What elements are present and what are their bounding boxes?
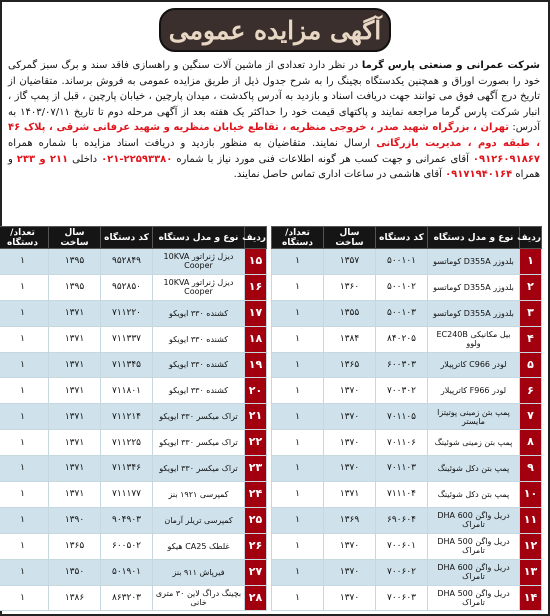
table-row	[272, 533, 542, 559]
row-number-cell: ۱۷	[245, 300, 267, 326]
row-number-cell: ۷	[520, 404, 542, 430]
table-row	[0, 430, 267, 456]
device-code-cell: ۷۱۱۲۲۰	[101, 300, 153, 326]
device-code-cell: ۹۵۲۸۵۰	[101, 274, 153, 300]
header-build-year: سال ساخت	[49, 227, 101, 249]
device-name-cell: کشنده ۳۳۰ ایویکو	[153, 300, 245, 326]
device-name-cell: دیزل ژنراتور 10KVA Cooper	[153, 274, 245, 300]
count-cell: ۱	[0, 274, 49, 300]
header-device-code: کد دستگاه	[101, 227, 153, 249]
body-part-6: آقای هاشمی در ساعات اداری تماس حاصل نمایند.	[233, 169, 446, 181]
build-year-cell: ۱۳۶۵	[49, 533, 101, 559]
device-name-cell: بلدوزر D355A کوماتسو	[428, 249, 520, 275]
device-name-cell: تراک میکسر ۳۳۰ ایویکو	[153, 430, 245, 456]
table-row	[272, 378, 542, 404]
table-row	[0, 482, 267, 508]
row-number-cell: ۱۱	[520, 507, 542, 533]
build-year-cell: ۱۳۷۱	[49, 456, 101, 482]
device-name-cell: دریل واگن DHA 500 تامراک	[428, 533, 520, 559]
count-cell: ۱	[272, 430, 324, 456]
device-name-cell: بیل مکانیکی EC240B ولوو	[428, 326, 520, 352]
table-row	[272, 559, 542, 585]
row-number-cell: ۱۰	[520, 482, 542, 508]
count-cell: ۱	[272, 326, 324, 352]
table-row	[272, 404, 542, 430]
build-year-cell: ۱۳۷۰	[324, 585, 376, 611]
build-year-cell: ۱۳۵۵	[324, 300, 376, 326]
count-cell: ۱	[272, 274, 324, 300]
count-cell: ۱	[272, 533, 324, 559]
table-row	[0, 326, 267, 352]
device-name-cell: پمپ بتن زمینی پوتیتزا مایستر	[428, 404, 520, 430]
row-number-cell: ۱	[520, 249, 542, 275]
count-cell: ۱	[0, 559, 49, 585]
row-number-cell: ۱۲	[520, 533, 542, 559]
device-code-cell: ۷۱۱۳۴۵	[101, 352, 153, 378]
table-row	[0, 378, 267, 404]
device-code-cell: ۷۱۱۳۴۶	[101, 456, 153, 482]
count-cell: ۱	[0, 300, 49, 326]
build-year-cell: ۱۳۹۵	[49, 274, 101, 300]
build-year-cell: ۱۳۷۰	[324, 378, 376, 404]
table-row	[272, 249, 542, 275]
device-name-cell: بچینگ دراگ لاین ۳۰ متری خانی	[153, 585, 245, 611]
row-number-cell: ۱۵	[245, 249, 267, 275]
table-row	[0, 533, 267, 559]
count-cell: ۱	[272, 507, 324, 533]
build-year-cell: ۱۳۶۵	[324, 352, 376, 378]
device-code-cell: ۷۰۰۶۰۳	[376, 585, 428, 611]
device-code-cell: ۷۱۱۱۰۴	[376, 482, 428, 508]
delivery-address: تهران ، بزرگراه شهید صدر ، خروجی منظریه ، تقاطع خیابان منظریه و شهید عرفانی شرقی ، پلاک ۴۶ ، طبقه دوم ، مدیریت بازرگانی	[8, 122, 540, 149]
row-number-cell: ۲۰	[245, 378, 267, 404]
table-row	[0, 249, 267, 275]
header-row-number: ردیف	[245, 227, 267, 249]
row-number-cell: ۲۷	[245, 559, 267, 585]
build-year-cell: ۱۳۵۷	[324, 249, 376, 275]
build-year-cell: ۱۳۷۰	[324, 533, 376, 559]
phone-extension: ۲۱۱ و ۲۳۳	[16, 153, 69, 165]
build-year-cell: ۱۳۹۰	[49, 507, 101, 533]
device-code-cell: ۷۱۱۸۰۱	[101, 378, 153, 404]
build-year-cell: ۱۳۷۱	[49, 482, 101, 508]
device-name-cell: کشنده ۳۳۰ ایویکو	[153, 326, 245, 352]
body-part-3: آقای عمرانی و جهت کسب هر گونه اطلاعات فنی مورد نیاز با شماره	[172, 153, 473, 165]
table-row	[0, 559, 267, 585]
count-cell: ۱	[0, 352, 49, 378]
body-part-4: داخلی	[68, 153, 102, 165]
table-row	[0, 585, 267, 611]
table-row	[272, 507, 542, 533]
device-code-cell: ۸۶۳۲۰۳	[101, 585, 153, 611]
table-row	[0, 352, 267, 378]
equipment-table-right	[271, 226, 542, 611]
build-year-cell: ۱۳۶۹	[324, 507, 376, 533]
build-year-cell: ۱۳۷۰	[324, 430, 376, 456]
row-number-cell: ۲۱	[245, 404, 267, 430]
table-header-row	[0, 227, 267, 249]
table-row	[272, 274, 542, 300]
device-code-cell: ۶۹۰۶۰۴	[376, 507, 428, 533]
row-number-cell: ۶	[520, 378, 542, 404]
count-cell: ۱	[272, 482, 324, 508]
row-number-cell: ۲۶	[245, 533, 267, 559]
build-year-cell: ۱۳۷۱	[49, 300, 101, 326]
count-cell: ۱	[272, 456, 324, 482]
row-number-cell: ۲۵	[245, 507, 267, 533]
table-row	[0, 507, 267, 533]
header-device-name: نوع و مدل دستگاه	[153, 227, 245, 249]
count-cell: ۱	[272, 585, 324, 611]
build-year-cell: ۱۳۸۴	[324, 326, 376, 352]
device-code-cell: ۷۰۱۱۰۵	[376, 404, 428, 430]
table-row	[0, 404, 267, 430]
row-number-cell: ۸	[520, 430, 542, 456]
count-cell: ۱	[272, 352, 324, 378]
table-row	[0, 300, 267, 326]
table-row	[272, 326, 542, 352]
device-code-cell: ۶۰۰۳۰۳	[376, 352, 428, 378]
device-name-cell: پمپ بتن دکل شوئینگ	[428, 456, 520, 482]
table-header-row	[272, 227, 542, 249]
device-name-cell: لودر C966 کاترپیلار	[428, 352, 520, 378]
header-count: تعداد/دستگاه	[0, 227, 49, 249]
header-row-number: ردیف	[520, 227, 542, 249]
row-number-cell: ۱۹	[245, 352, 267, 378]
device-name-cell: کشنده ۳۳۰ ایویکو	[153, 352, 245, 378]
device-code-cell: ۵۰۰۱۰۲	[376, 274, 428, 300]
device-code-cell: ۵۰۰۱۰۳	[376, 300, 428, 326]
row-number-cell: ۲۳	[245, 456, 267, 482]
table-row	[272, 585, 542, 611]
company-name: شرکت عمرانی و صنعتی پارس گرما	[361, 60, 540, 71]
device-code-cell: ۹۵۲۸۴۹	[101, 249, 153, 275]
body-part-1: در نظر دارد تعدادی از ماشین آلات سنگین و راهسازی فاقد سند و برگ سبز گمرکی خود را بصورت اوراق و همچنین یکدستگاه بچینگ را به شرح جدول ذیل از طریق مزایده عمومی به فروش برساند. متقاضیان از تاریخ درج آگهی فوق می توانند جهت دریافت اسناد و بازدید به آدرس پاکدشت ، میدان پارچین ، خیابان پارچین ، قبل از پمپ گاز ، انبار شرکت پارس گرما مراجعه نمایند و پاکتهای قیمت خود را حداکثر یک هفته بعد از آگهی مرحله دوم تا تاریخ ۱۴۰۳/۰۷/۱۱ به آدرس:	[8, 60, 541, 134]
device-name-cell: دریل واگن DHA 500 تامراک	[428, 585, 520, 611]
count-cell: ۱	[272, 378, 324, 404]
build-year-cell: ۱۳۵۰	[49, 559, 101, 585]
count-cell: ۱	[0, 507, 49, 533]
device-name-cell: لودر F966 کاترپیلار	[428, 378, 520, 404]
row-number-cell: ۳	[520, 300, 542, 326]
build-year-cell: ۱۳۷۰	[324, 456, 376, 482]
device-name-cell: تراک میکسر ۳۳۰ ایویکو	[153, 456, 245, 482]
row-number-cell: ۱۶	[245, 274, 267, 300]
count-cell: ۱	[0, 533, 49, 559]
device-name-cell: فیرپاش ۹۱۱ بنز	[153, 559, 245, 585]
notice-title: آگهی مزایده عمومی	[168, 15, 382, 45]
build-year-cell: ۱۳۷۱	[324, 482, 376, 508]
phone-hashemi: ۰۹۱۷۱۹۴۰۱۶۴	[445, 169, 513, 181]
build-year-cell: ۱۳۷۱	[49, 326, 101, 352]
row-number-cell: ۱۸	[245, 326, 267, 352]
row-number-cell: ۱۴	[520, 585, 542, 611]
count-cell: ۱	[0, 456, 49, 482]
table-row	[272, 430, 542, 456]
device-name-cell: تراک میکسر ۳۳۰ ایویکو	[153, 404, 245, 430]
count-cell: ۱	[0, 249, 49, 275]
count-cell: ۱	[272, 300, 324, 326]
table-row	[272, 482, 542, 508]
build-year-cell: ۱۳۷۱	[49, 352, 101, 378]
header-device-code: کد دستگاه	[376, 227, 428, 249]
device-code-cell: ۵۰۱۹۰۱	[101, 559, 153, 585]
row-number-cell: ۲۴	[245, 482, 267, 508]
row-number-cell: ۴	[520, 326, 542, 352]
phone-office: ۲۲۵۹۳۳۸۰-۰۲۱	[101, 153, 173, 165]
phone-omrani: ۰۹۱۲۶۰۹۱۸۶۷	[472, 153, 540, 165]
equipment-table-left	[0, 226, 267, 611]
build-year-cell: ۱۳۷۱	[49, 430, 101, 456]
build-year-cell: ۱۳۹۵	[49, 249, 101, 275]
row-number-cell: ۲	[520, 274, 542, 300]
table-row	[0, 456, 267, 482]
device-name-cell: دریل واگن DHA 600 تامراک	[428, 559, 520, 585]
device-code-cell: ۷۰۱۱۰۳	[376, 456, 428, 482]
build-year-cell: ۱۳۸۶	[49, 585, 101, 611]
row-number-cell: ۱۳	[520, 559, 542, 585]
device-name-cell: پمپ بتن دکل شوئینگ	[428, 482, 520, 508]
device-code-cell: ۷۱۱۳۳۷	[101, 326, 153, 352]
count-cell: ۱	[0, 430, 49, 456]
build-year-cell: ۱۳۷۱	[49, 378, 101, 404]
device-name-cell: کشنده ۳۳۰ ایویکو	[153, 378, 245, 404]
device-code-cell: ۷۰۰۶۰۱	[376, 533, 428, 559]
device-name-cell: بلدوزر D355A کوماتسو	[428, 274, 520, 300]
device-code-cell: ۷۰۰۳۰۲	[376, 378, 428, 404]
device-code-cell: ۷۱۱۱۷۷	[101, 482, 153, 508]
device-code-cell: ۷۰۱۱۰۶	[376, 430, 428, 456]
notice-title-banner	[159, 8, 391, 52]
body-part-2: ارسال نمایند. متقاضیان به منظور بازدید و دریافت اسناد مزایده با شماره همراه	[8, 137, 377, 149]
build-year-cell: ۱۳۷۰	[324, 404, 376, 430]
build-year-cell: ۱۳۷۱	[49, 404, 101, 430]
count-cell: ۱	[0, 585, 49, 611]
count-cell: ۱	[272, 559, 324, 585]
device-code-cell: ۹۰۴۹۰۳	[101, 507, 153, 533]
device-name-cell: کمپرسی تریلر آرمان	[153, 507, 245, 533]
build-year-cell: ۱۳۷۰	[324, 559, 376, 585]
device-name-cell: غلطک CA25 هیکو	[153, 533, 245, 559]
device-code-cell: ۸۴۰۲۰۵	[376, 326, 428, 352]
row-number-cell: ۲۸	[245, 585, 267, 611]
table-row	[272, 352, 542, 378]
device-name-cell: دریل واگن DHA 600 تامراک	[428, 507, 520, 533]
count-cell: ۱	[0, 378, 49, 404]
device-code-cell: ۷۱۱۲۲۵	[101, 430, 153, 456]
count-cell: ۱	[0, 404, 49, 430]
body-part-5: و همراه	[8, 153, 540, 181]
table-row	[272, 300, 542, 326]
device-code-cell: ۷۱۱۲۱۴	[101, 404, 153, 430]
header-device-name: نوع و مدل دستگاه	[428, 227, 520, 249]
device-code-cell: ۵۰۰۱۰۱	[376, 249, 428, 275]
row-number-cell: ۵	[520, 352, 542, 378]
build-year-cell: ۱۳۶۰	[324, 274, 376, 300]
count-cell: ۱	[0, 482, 49, 508]
device-name-cell: دیزل ژنراتور 10KVA Cooper	[153, 249, 245, 275]
device-code-cell: ۷۰۰۶۰۲	[376, 559, 428, 585]
device-name-cell: پمپ بتن زمینی شوئینگ	[428, 430, 520, 456]
row-number-cell: ۹	[520, 456, 542, 482]
table-row	[0, 274, 267, 300]
notice-body-text	[8, 58, 540, 183]
count-cell: ۱	[272, 249, 324, 275]
header-build-year: سال ساخت	[324, 227, 376, 249]
table-row	[272, 456, 542, 482]
equipment-tables	[8, 226, 542, 610]
header-count: تعداد/دستگاه	[272, 227, 324, 249]
row-number-cell: ۲۲	[245, 430, 267, 456]
device-name-cell: کمپرسی ۱۹۲۱ بنز	[153, 482, 245, 508]
device-code-cell: ۶۰۰۵۰۲	[101, 533, 153, 559]
count-cell: ۱	[0, 326, 49, 352]
count-cell: ۱	[272, 404, 324, 430]
device-name-cell: بلدوزر D355A کوماتسو	[428, 300, 520, 326]
